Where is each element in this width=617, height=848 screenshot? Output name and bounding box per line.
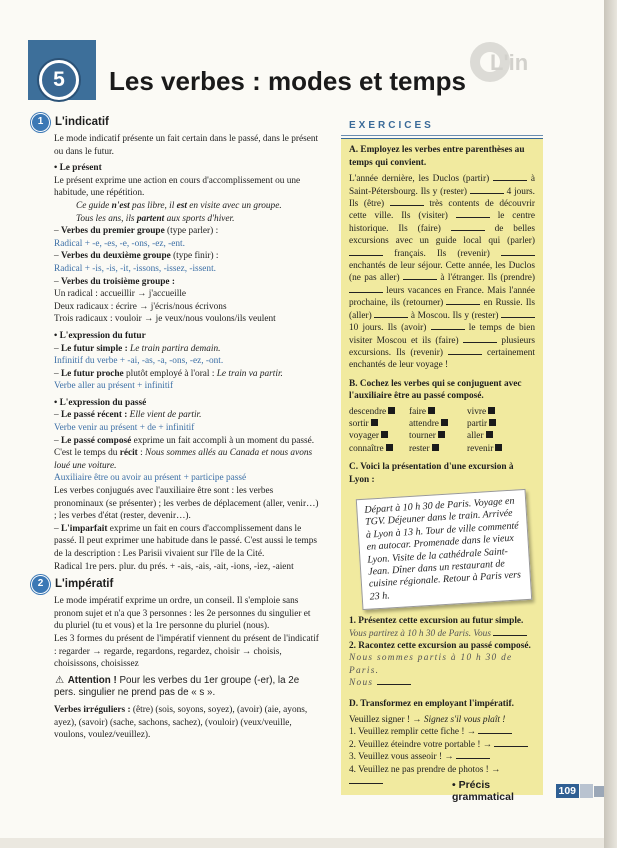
section-number-badge: 2 xyxy=(32,576,49,593)
subheading: • Le présent xyxy=(54,163,102,174)
blank-field[interactable] xyxy=(501,248,535,256)
blank-field[interactable] xyxy=(470,186,504,194)
checkbox-icon[interactable] xyxy=(495,444,502,451)
checkbox-item[interactable]: vivre xyxy=(467,406,527,418)
checkbox-item[interactable]: partir xyxy=(467,418,527,430)
section-number-badge: 1 xyxy=(32,114,49,131)
example-line: Un radical : accueillir → j'accueille xyxy=(54,289,187,300)
exercise-b-instruction: B. Cochez les verbes qui se conjuguent avec l'auxiliaire être au passé composé. xyxy=(349,378,522,402)
rule-line: – Le passé récent : Elle vient de partir. xyxy=(54,410,202,421)
answer-line: Nous xyxy=(349,677,535,689)
paragraph: Verbes irréguliers : (être) (sois, soyons, soyez), (avoir) (aie, ayons, ayez), (savoir) (sache, sachons, sachez), (vouloir) (veux/veuille, voulons, voulez/veuillez). xyxy=(54,704,308,741)
exercise-a-instruction: A. Employez les verbes entre parenthèses au temps qui convient. xyxy=(349,145,525,168)
blank-field[interactable] xyxy=(493,628,527,636)
answer-line: 4. Veuillez ne pas prendre de photos ! → xyxy=(349,764,535,789)
blank-field[interactable] xyxy=(403,272,437,280)
blank-field[interactable] xyxy=(451,223,485,231)
checkbox-icon[interactable] xyxy=(386,444,393,451)
paragraph: Les 3 formes du présent de l'impératif viennent du présent de l'indicatif : regarder → regarde, regardons, regardez, choisir → choisis, choisissons, choisissez xyxy=(54,633,319,670)
checkbox-icon[interactable] xyxy=(371,419,378,426)
blank-field[interactable] xyxy=(463,335,497,343)
group-rule: – Verbes du deuxième groupe (type finir) : xyxy=(54,251,219,262)
checkbox-item[interactable]: attendre xyxy=(409,418,467,430)
ending-rule: Infinitif du verbe + -ai, -as, -a, -ons, -ez, -ont. xyxy=(54,356,224,367)
exercise-a-text: L'année dernière, les Duclos (partir) à Saint-Pétersbourg. Ils y (rester) 4 jours. Ils (être) très contents de découvrir cette ville. Ils (visiter) le centre historique. Ils (faire) de belles excursions avec un guide local qui (parler) français. Ils (revenir) enchantés de leur séjour. Cette année, les Duclos (ne pas aller) à l'étranger. Ils (prendre) leurs vacances en France. Mais l'année prochaine, ils (retourner) en Russie. Ils (aller) à Moscou. Ils y (rester) 10 jours. Ils (avoir) le temps de bien visiter Moscou et ils (faire) plusieurs excursions. Ils (revenir) certainement enchantés de leur voyage ! xyxy=(349,174,536,371)
answer-line: 3. Veuillez vous asseoir ! → xyxy=(349,751,535,763)
paragraph: Le mode indicatif présente un fait certain dans le passé, dans le présent ou dans le futur. xyxy=(54,134,319,157)
section-heading: L'indicatif xyxy=(55,116,109,129)
group-rule: – Verbes du troisième groupe : xyxy=(54,276,175,287)
blank-field[interactable] xyxy=(349,285,383,293)
checkbox-icon[interactable] xyxy=(438,431,445,438)
ending-rule: Radical 1re pers. plur. du prés. + -ais, -ais, -ait, -ions, -iez, -aient xyxy=(54,561,294,572)
page-edge-shadow xyxy=(604,0,617,848)
blank-field[interactable] xyxy=(478,726,512,734)
rule-line: – Le passé composé exprime un fait accompli à un moment du passé. C'est le temps du récit : Nous sommes allés au Canada et nous avons loué une voiture. xyxy=(54,435,315,471)
checkbox-item[interactable]: revenir xyxy=(467,443,527,455)
checkbox-item[interactable]: descendre xyxy=(349,406,409,418)
footer-label: • Précis grammatical xyxy=(452,779,514,803)
example-line: Deux radicaux : écrire → j'écris/nous écrivons xyxy=(54,301,227,312)
checkbox-item[interactable]: rester xyxy=(409,443,467,455)
answer-line: Nous sommes partis à 10 h 30 de Paris. xyxy=(349,653,513,676)
page-footer xyxy=(452,779,604,803)
paragraph: Le mode impératif exprime un ordre, un conseil. Il s'emploie sans pronom sujet et n'a que 3 personnes : les 2e personnes du singulier et du pluriel (tu et vous) et la 1re personne du pluriel (nous). xyxy=(54,596,311,632)
ending-rule: Verbe aller au présent + infinitif xyxy=(54,381,174,392)
blank-field[interactable] xyxy=(456,751,490,759)
answer-line: 2. Veuillez éteindre votre portable ! → xyxy=(349,739,535,751)
exercise-c-question: 1. Présentez cette excursion au futur simple. xyxy=(349,616,524,627)
section-imperatif xyxy=(32,576,322,593)
checkbox-icon[interactable] xyxy=(432,444,439,451)
checkbox-icon[interactable] xyxy=(381,431,388,438)
exercises-panel xyxy=(341,120,543,795)
ending-rule: Auxiliaire être ou avoir au présent + participe passé xyxy=(54,473,247,484)
blank-field[interactable] xyxy=(456,210,490,218)
background-ghost-heading: L'in xyxy=(470,42,604,100)
blank-field[interactable] xyxy=(431,322,465,330)
checkbox-icon[interactable] xyxy=(488,407,495,414)
checkbox-item[interactable]: faire xyxy=(409,406,467,418)
checkbox-icon[interactable] xyxy=(388,407,395,414)
checkbox-icon[interactable] xyxy=(428,407,435,414)
checkbox-item[interactable]: sortir xyxy=(349,418,409,430)
section-indicatif xyxy=(32,114,322,131)
answer-line: Veuillez signer ! → Signez s'il vous plaît ! xyxy=(349,715,506,726)
example: Ce guide n'est pas libre, il est en visite avec un groupe. Tous les ans, ils partent aux sports d'hiver. xyxy=(76,200,282,224)
section-heading: L'impératif xyxy=(55,578,114,591)
ending-rule: Radical + -is, -is, -it, -issons, -issez, -issent. xyxy=(54,263,216,274)
blank-field[interactable] xyxy=(448,347,482,355)
blank-field[interactable] xyxy=(493,173,527,181)
blank-field[interactable] xyxy=(377,677,411,685)
ending-rule: Radical + -e, -es, -e, -ons, -ez, -ent. xyxy=(54,238,185,249)
blank-field[interactable] xyxy=(390,198,424,206)
checkbox-grid xyxy=(349,406,535,456)
excursion-card: Départ à 10 h 30 de Paris. Voyage en TGV. Déjeuner dans le train. Arrivée à Lyon à 13 h. Tour de ville commenté en autocar. Promenade dans le vieux Lyon. Visite de la cathédrale Saint-Jean. Dîner dans un restaurant de cuisine régionale. Retour à Paris vers 23 h. xyxy=(356,489,532,610)
example-line: Trois radicaux : vouloir → je veux/nous voulons/ils veulent xyxy=(54,314,276,325)
paragraph: Les verbes conjugués avec l'auxiliaire être sont : les verbes pronominaux (se présenter) ; les verbes de déplacement (aller, venir…) ; les verbes d'état (rester, devenir…). xyxy=(54,486,319,522)
warning-icon: ⚠ xyxy=(55,674,64,686)
page-title: Les verbes : modes et temps xyxy=(109,66,466,96)
checkbox-item[interactable]: tourner xyxy=(409,430,467,442)
ending-rule: Verbe venir au présent + de + infinitif xyxy=(54,423,195,434)
exercises-heading: EXERCICES xyxy=(341,120,543,136)
rule-line: – Le futur proche plutôt employé à l'oral : Le train va partir. xyxy=(54,368,283,379)
checkbox-icon[interactable] xyxy=(486,431,493,438)
pixelated-mark xyxy=(594,786,604,797)
blank-field[interactable] xyxy=(494,739,528,747)
exercise-c-question: 2. Racontez cette excursion au passé composé. xyxy=(349,641,531,652)
exercise-c-instruction: C. Voici la présentation d'une excursion à Lyon : xyxy=(349,462,514,485)
answer-line: Vous partirez à 10 h 30 de Paris. Vous xyxy=(349,628,535,640)
subheading: • L'expression du futur xyxy=(54,330,146,341)
exercises-box xyxy=(341,138,543,794)
rule-line: – L'imparfait exprime un fait en cours d'accomplissement dans le passé. Il peut exprimer une habitude dans le passé. C'est aussi le temps de la description : Les Parisii vivaient sur l'île de la Cité. xyxy=(54,523,317,559)
blank-field[interactable] xyxy=(446,297,480,305)
page-number: 109 xyxy=(556,784,580,798)
checkbox-icon[interactable] xyxy=(441,419,448,426)
exercise-d-instruction: D. Transformez en employant l'impératif. xyxy=(349,698,514,709)
subheading: • L'expression du passé xyxy=(54,397,147,408)
checkbox-item[interactable]: voyager xyxy=(349,430,409,442)
blank-field[interactable] xyxy=(374,310,408,318)
blank-field[interactable] xyxy=(349,248,383,256)
blank-field[interactable] xyxy=(501,310,535,318)
group-rule: – Verbes du premier groupe (type parler) : xyxy=(54,226,219,237)
blank-field[interactable] xyxy=(349,776,383,784)
paragraph: Le présent exprime une action en cours d'accomplissement ou une habitude, une répétition. xyxy=(54,175,301,199)
checkbox-item[interactable]: connaître xyxy=(349,443,409,455)
pixelated-mark xyxy=(580,784,593,798)
checkbox-icon[interactable] xyxy=(489,419,496,426)
rule-line: – Le futur simple : Le train partira demain. xyxy=(54,343,221,354)
chapter-number-badge: 5 xyxy=(39,60,79,100)
answer-line: 1. Veuillez remplir cette fiche ! → xyxy=(349,726,535,738)
checkbox-item[interactable]: aller xyxy=(467,430,527,442)
attention-note: ⚠ Attention ! Pour les verbes du 1er groupe (-er), la 2e pers. singulier ne prend pas de « s ». xyxy=(54,674,300,699)
grammar-column xyxy=(32,114,322,742)
